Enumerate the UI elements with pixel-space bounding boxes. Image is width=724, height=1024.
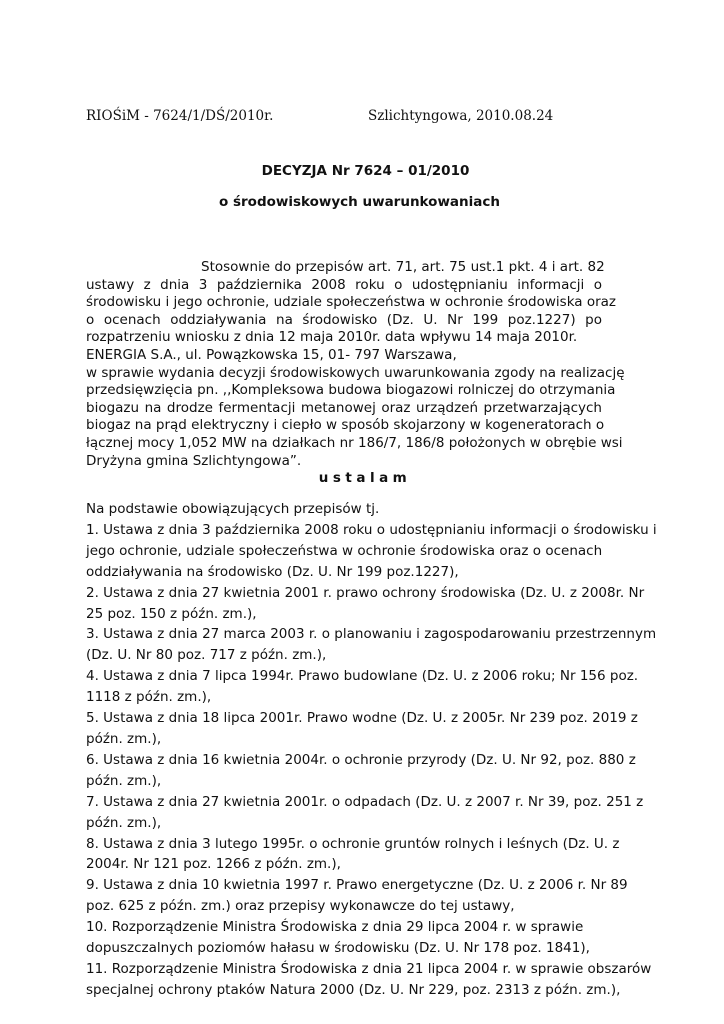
intro-line: ENERGIA S.A., ul. Powązkowska 15, 01- 797 Warszawa, <box>86 346 457 363</box>
ustalam-heading: ustalam <box>318 470 412 486</box>
document-reference-number: RIOŚiM - 7624/1/DŚ/2010r. <box>86 108 274 124</box>
body-line: 6. Ustawa z dnia 16 kwietnia 2004r. o ochronie przyrody (Dz. U. Nr 92, poz. 880 z <box>86 751 636 768</box>
body-line: 3. Ustawa z dnia 27 marca 2003 r. o planowaniu i zagospodarowaniu przestrzennym <box>86 626 657 643</box>
body-line: specjalnej ochrony ptaków Natura 2000 (Dz. U. Nr 229, poz. 2313 z późn. zm.), <box>86 981 621 998</box>
body-line: 25 poz. 150 z późn. zm.), <box>86 605 257 622</box>
body-line: 7. Ustawa z dnia 27 kwietnia 2001r. o odpadach (Dz. U. z 2007 r. Nr 39, poz. 251 z <box>86 793 644 810</box>
body-line: późn. zm.), <box>86 814 162 831</box>
body-line: 8. Ustawa z dnia 3 lutego 1995r. o ochronie gruntów rolnych i leśnych (Dz. U. z <box>86 835 620 852</box>
body-line: 1. Ustawa z dnia 3 października 2008 roku o udostępnianiu informacji o środowisku i <box>86 521 657 538</box>
body-line: 11. Rozporządzenie Ministra Środowiska z dnia 21 lipca 2004 r. w sprawie obszarów <box>86 960 652 977</box>
body-line: 1118 z późn. zm.), <box>86 689 212 706</box>
body-line: 9. Ustawa z dnia 10 kwietnia 1997 r. Prawo energetyczne (Dz. U. z 2006 r. Nr 89 <box>86 877 628 894</box>
body-line: poz. 625 z późn. zm.) oraz przepisy wykonawcze do tej ustawy, <box>86 898 515 915</box>
intro-line: biogaz na prąd elektryczny i ciepło w sposób skojarzony w kogeneratorach o <box>86 417 605 434</box>
intro-line: ustawy z dnia 3 października 2008 roku o udostępnianiu informacji o <box>86 276 602 293</box>
legal-basis-list <box>86 499 657 1001</box>
intro-line: Dryżyna gmina Szlichtyngowa”. <box>86 452 302 469</box>
intro-line: Stosownie do przepisów art. 71, art. 75 ust.1 pkt. 4 i art. 82 <box>201 259 605 275</box>
body-line: 2. Ustawa z dnia 27 kwietnia 2001 r. prawo ochrony środowiska (Dz. U. z 2008r. Nr <box>86 584 645 601</box>
body-line: 2004r. Nr 121 poz. 1266 z późn. zm.), <box>86 856 341 873</box>
body-line: 4. Ustawa z dnia 7 lipca 1994r. Prawo budowlane (Dz. U. z 2006 roku; Nr 156 poz. <box>86 668 639 685</box>
body-line: Na podstawie obowiązujących przepisów tj. <box>86 501 380 517</box>
body-line: dopuszczalnych poziomów hałasu w środowisku (Dz. U. Nr 178 poz. 1841), <box>86 940 590 957</box>
intro-line: o ocenach oddziaływania na środowisko (Dz. U. Nr 199 poz.1227) po <box>86 311 602 328</box>
body-line: oddziaływania na środowisko (Dz. U. Nr 199 poz.1227), <box>86 563 459 580</box>
intro-line: łącznej mocy 1,052 MW na działkach nr 186/7, 186/8 położonych w obrębie wsi <box>86 434 623 451</box>
intro-line: przedsięwzięcia pn. ,,Kompleksowa budowa biogazowi rolniczej do otrzymania <box>86 382 616 399</box>
body-line: 10. Rozporządzenie Ministra Środowiska z dnia 29 lipca 2004 r. w sprawie <box>86 919 584 936</box>
decision-title: DECYZJA Nr 7624 – 01/2010 <box>261 163 470 179</box>
document-place-date: Szlichtyngowa, 2010.08.24 <box>368 108 554 124</box>
intro-line: rozpatrzeniu wniosku z dnia 12 maja 2010r. data wpływu 14 maja 2010r. <box>86 329 578 346</box>
body-line: późn. zm.), <box>86 730 162 747</box>
intro-line: w sprawie wydania decyzji środowiskowych uwarunkowania zgody na realizację <box>86 364 625 381</box>
body-line: późn. zm.), <box>86 772 162 789</box>
body-line: 5. Ustawa z dnia 18 lipca 2001r. Prawo wodne (Dz. U. z 2005r. Nr 239 poz. 2019 z <box>86 710 638 727</box>
body-line: (Dz. U. Nr 80 poz. 717 z późn. zm.), <box>86 647 327 664</box>
intro-line: biogazu na drodze fermentacji metanowej oraz urządzeń przetwarzających <box>86 399 602 416</box>
intro-line: środowisku i jego ochronie, udziale społeczeństwa w ochronie środowiska oraz <box>86 294 617 311</box>
decision-subtitle: o środowiskowych uwarunkowaniach <box>219 194 500 210</box>
intro-paragraph <box>86 259 625 470</box>
body-line: jego ochronie, udziale społeczeństwa w ochronie środowiska oraz o ocenach <box>86 542 603 559</box>
